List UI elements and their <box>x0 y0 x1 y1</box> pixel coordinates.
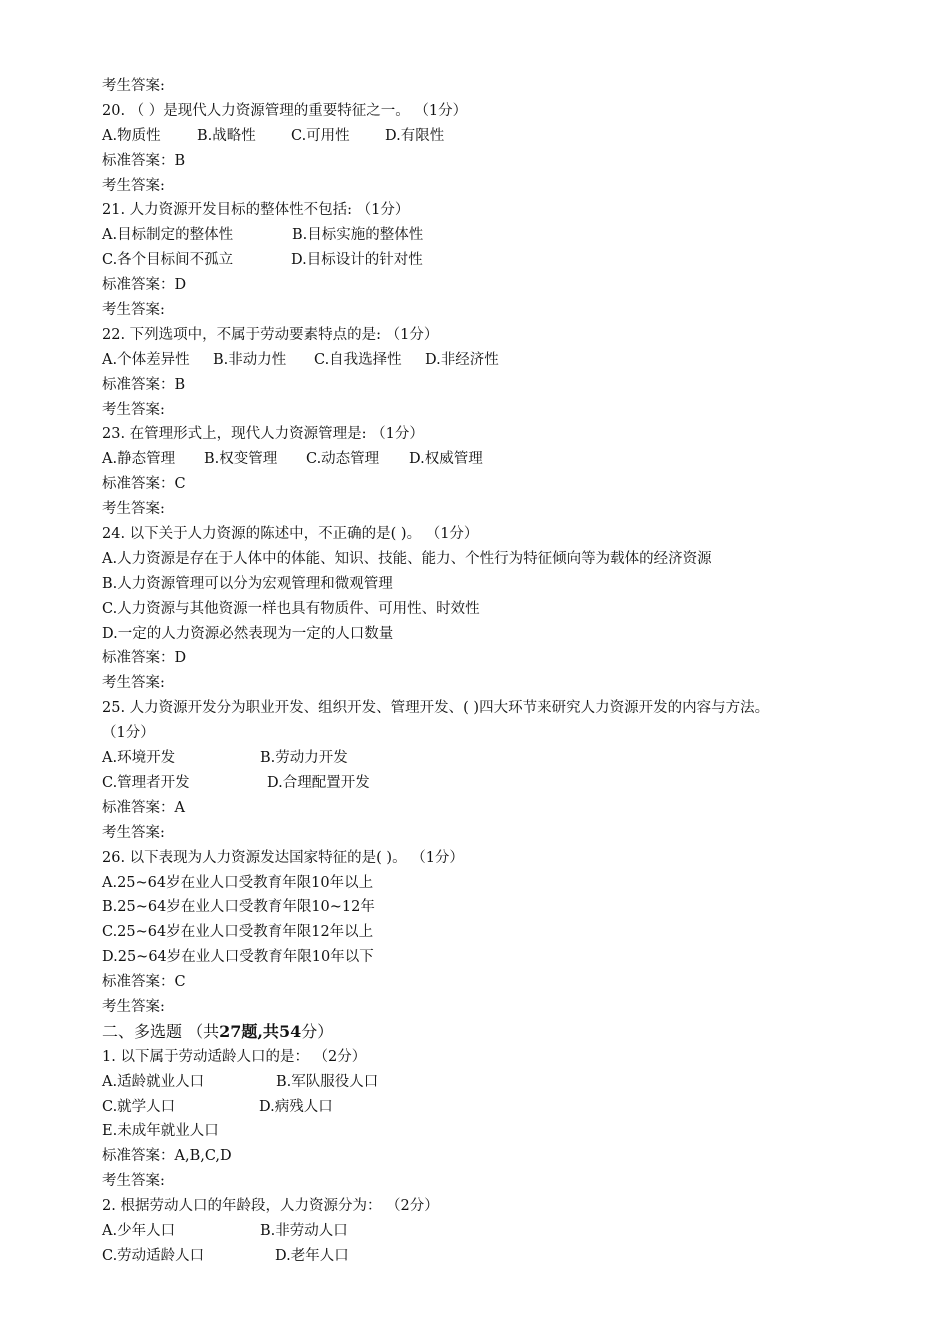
question-m2: 2. 根据劳动人口的年龄段，人力资源分为： （2分） <box>102 1198 439 1215</box>
option: C.劳动适龄人口 <box>102 1247 205 1264</box>
option: D.25~64岁在业人口受教育年限10年以下 <box>102 949 374 966</box>
standard-answer: 标准答案：D <box>102 277 187 294</box>
answer-line: 考生答案: <box>102 501 165 518</box>
option: C.人力资源与其他资源一样也具有物质件、可用性、时效性 <box>102 600 480 617</box>
option: D.有限性 <box>385 127 445 144</box>
option: A.物质性 <box>102 127 161 144</box>
option: D.非经济性 <box>425 351 499 368</box>
answer-line: 考生答案: <box>102 1173 165 1190</box>
option: B.目标实施的整体性 <box>292 227 424 244</box>
option: B.人力资源管理可以分为宏观管理和微观管理 <box>102 575 393 592</box>
options-m1-row2 <box>102 1095 862 1120</box>
option: C.动态管理 <box>306 451 380 468</box>
question-23: 23. 在管理形式上，现代人力资源管理是: （1分） <box>102 426 424 443</box>
options-q21-row1 <box>102 223 862 248</box>
option: B.25~64岁在业人口受教育年限10~12年 <box>102 899 375 916</box>
option: B.非劳动人口 <box>260 1222 348 1239</box>
options-m2-row2 <box>102 1244 862 1269</box>
option: C.管理者开发 <box>102 774 190 791</box>
standard-answer: 标准答案：B <box>102 152 186 169</box>
option: A.25~64岁在业人口受教育年限10年以上 <box>102 874 374 891</box>
options-q25-row2 <box>102 771 862 796</box>
answer-line: 考生答案: <box>102 998 165 1015</box>
option: A.环境开发 <box>102 750 176 767</box>
answer-line: 考生答案: <box>102 824 165 841</box>
answer-line: 考生答案: <box>102 177 165 194</box>
question-26: 26. 以下表现为人力资源发达国家特征的是( )。 （1分） <box>102 849 464 866</box>
section-suffix: 分） <box>301 1021 334 1041</box>
section-mid: 题,共 <box>241 1021 279 1041</box>
answer-line: 考生答案: <box>102 675 165 692</box>
section-count: 27 <box>219 1021 242 1041</box>
standard-answer: 标准答案：A <box>102 799 185 816</box>
answer-line: 考生答案: <box>102 302 165 319</box>
options-q22 <box>102 348 862 373</box>
standard-answer: 标准答案：C <box>102 974 186 991</box>
question-22: 22. 下列选项中，不属于劳动要素特点的是: （1分） <box>102 326 439 343</box>
option: E.未成年就业人口 <box>102 1123 219 1140</box>
option: C.25~64岁在业人口受教育年限12年以上 <box>102 924 374 941</box>
standard-answer: 标准答案：D <box>102 650 187 667</box>
option: C.各个目标间不孤立 <box>102 252 234 269</box>
question-24: 24. 以下关于人力资源的陈述中，不正确的是( )。 （1分） <box>102 526 479 543</box>
answer-line: 考生答案: <box>102 78 165 94</box>
options-q23 <box>102 447 862 472</box>
option: B.战略性 <box>197 127 256 144</box>
option: D.权威管理 <box>409 451 483 468</box>
standard-answer: 标准答案：C <box>102 476 186 493</box>
section-score: 54 <box>278 1021 302 1041</box>
option: A.静态管理 <box>102 451 176 468</box>
option: D.一定的人力资源必然表现为一定的人口数量 <box>102 625 394 642</box>
option: A.目标制定的整体性 <box>102 227 234 244</box>
option: B.劳动力开发 <box>260 750 348 767</box>
option: D.目标设计的针对性 <box>291 252 423 269</box>
option: A.人力资源是存在于人体中的体能、知识、技能、能力、个性行为特征倾向等为载体的经济资源 <box>102 550 712 567</box>
options-q25-row1 <box>102 746 862 771</box>
option: C.就学人口 <box>102 1098 176 1115</box>
option: C.可用性 <box>291 127 350 144</box>
options-q21-row2 <box>102 248 862 273</box>
option: A.适龄就业人口 <box>102 1073 205 1090</box>
option: B.军队服役人口 <box>276 1073 379 1090</box>
question-m1: 1. 以下属于劳动适龄人口的是： （2分） <box>102 1048 367 1065</box>
options-m1-row1 <box>102 1070 862 1095</box>
question-21: 21. 人力资源开发目标的整体性不包括: （1分） <box>102 202 410 219</box>
section-heading <box>102 1020 862 1045</box>
standard-answer: 标准答案：B <box>102 376 186 393</box>
answer-line: 考生答案: <box>102 401 165 418</box>
option: B.非动力性 <box>213 351 287 368</box>
question-20: 20. （ ）是现代人力资源管理的重要特征之一。 （1分） <box>102 102 468 119</box>
option: A.少年人口 <box>102 1222 176 1239</box>
option: A.个体差异性 <box>102 351 190 368</box>
option: C.自我选择性 <box>314 351 402 368</box>
option: D.合理配置开发 <box>267 774 370 791</box>
question-25-score: （1分） <box>102 725 155 742</box>
question-25: 25. 人力资源开发分为职业开发、组织开发、管理开发、( )四大环节来研究人力资源开发的内容与方法。 <box>102 700 770 717</box>
option: D.老年人口 <box>275 1247 349 1264</box>
standard-answer: 标准答案：A,B,C,D <box>102 1148 232 1165</box>
options-m2-row1 <box>102 1219 862 1244</box>
section-prefix: 二、多选题 （共 <box>102 1021 220 1041</box>
options-q20 <box>102 124 862 149</box>
option: D.病残人口 <box>259 1098 333 1115</box>
option: B.权变管理 <box>204 451 278 468</box>
exam-document <box>102 74 862 1269</box>
